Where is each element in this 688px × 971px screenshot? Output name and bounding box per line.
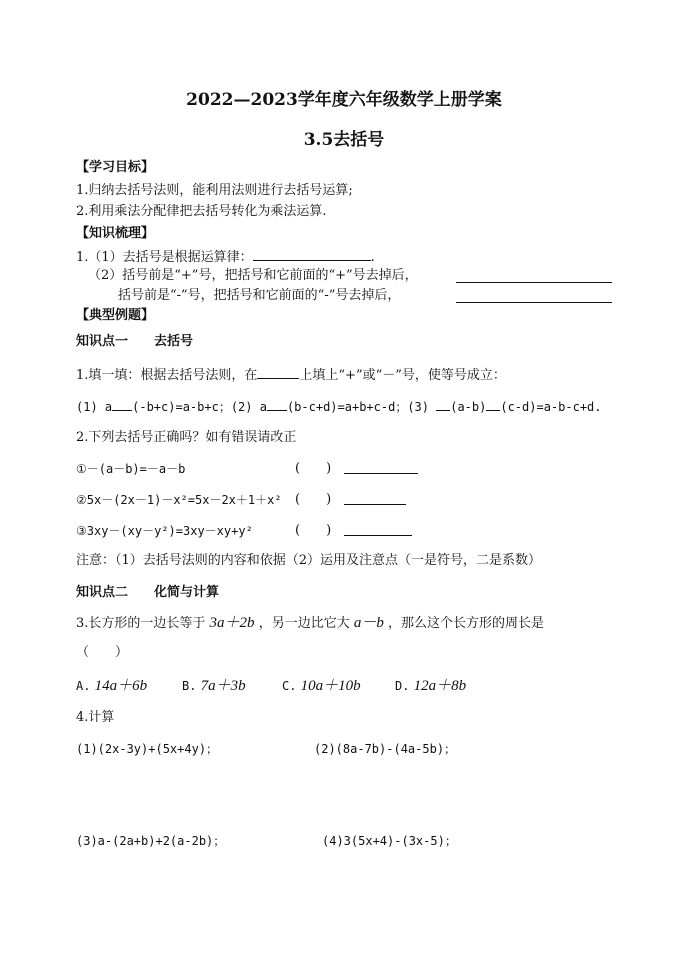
option-c[interactable] (282, 678, 361, 695)
review-q1-prefix: 1.（1）去括号是根据运算律： (76, 250, 253, 265)
option-c-expr: 10a＋10b (300, 678, 361, 694)
q3-b: ，另一边比它大 (258, 616, 350, 631)
q3-expr2: a－b (353, 615, 384, 631)
sign-blank[interactable] (486, 398, 500, 411)
fill-expressions (76, 398, 602, 415)
goals-heading: 【学习目标】 (76, 160, 155, 175)
review-q3 (118, 288, 400, 304)
fill-prompt-b: 上填上“+”或“－”号，使等号成立： (299, 368, 506, 383)
q2-item-2-mark[interactable]: ( ) (295, 492, 332, 507)
option-d[interactable] (395, 678, 466, 695)
fill-p3-mid: (a-b) (450, 400, 487, 414)
q2-item-1-expr: ①－(a－b)=－a－b (76, 462, 186, 476)
q2-prompt: 2.下列去括号正确吗？如有错误请改正 (76, 430, 297, 445)
q3-paren[interactable]: （ ） (76, 645, 129, 660)
option-b[interactable] (182, 678, 246, 695)
q2-item-3-expr: ③3xy－(xy－y²)=3xy－xy+y² (76, 524, 253, 538)
calc-item-2: (2)(8a-7b)-(4a-5b)； (314, 742, 457, 756)
option-a-label: A. (76, 679, 91, 693)
sign-blank[interactable] (112, 398, 132, 411)
fill-p2-rest: (b-c+d)=a+b+c-d；(3) (286, 400, 429, 414)
option-b-label: B. (182, 679, 197, 693)
q3-a: 3.长方形的一边长等于 (76, 616, 206, 631)
q4-heading: 4.计算 (76, 710, 115, 725)
point1-heading: 知识点一 去括号 (76, 334, 194, 349)
option-d-label: D. (395, 679, 410, 693)
correction-blank[interactable] (344, 492, 406, 505)
q3-expr1: 3a＋2b (209, 615, 255, 631)
goal-item-2: 2.利用乘法分配律把去括号转化为乘法运算. (76, 204, 327, 219)
answer-blank[interactable] (257, 366, 299, 379)
correction-blank[interactable] (344, 461, 418, 474)
lesson-title: 3.5去括号 (303, 130, 385, 150)
sign-blank[interactable] (267, 398, 287, 411)
fill-prompt (76, 366, 506, 384)
note (76, 553, 541, 569)
fill-p3-rest: (c-d)=a-b-c+d. (500, 400, 602, 414)
sign-blank[interactable] (436, 398, 450, 411)
calc-item-4: (4)3(5x+4)-(3x-5)； (322, 834, 457, 848)
calc-item-1: (1)(2x-3y)+(5x+4y)； (76, 742, 219, 756)
fill-prompt-a: 1.填一填：根据去括号法则，在 (76, 368, 258, 383)
note-text: 注意：（1）去括号法则的内容和依据（2）运用及注意点（一是符号，二是系数） (76, 553, 542, 568)
answer-blank[interactable] (456, 270, 612, 283)
review-heading: 【知识梳理】 (76, 226, 155, 241)
goal-item-1: 1.归纳去括号法则，能利用法则进行去括号运算; (76, 183, 353, 198)
option-a[interactable] (76, 678, 147, 695)
point2-heading: 知识点二 化简与计算 (76, 585, 220, 600)
option-d-expr: 12a＋8b (413, 678, 467, 694)
examples-heading: 【典型例题】 (76, 308, 155, 323)
option-b-expr: 7a＋3b (200, 678, 246, 694)
review-q1-suffix: . (370, 250, 375, 265)
correction-blank[interactable] (344, 523, 412, 536)
option-c-label: C. (282, 679, 297, 693)
q2-item-3-mark[interactable]: ( ) (295, 523, 332, 538)
review-q2 (88, 268, 418, 284)
page-title: 2022—2023学年度六年级数学上册学案 (186, 90, 502, 110)
calc-item-3: (3)a-(2a+b)+2(a-2b)； (76, 834, 226, 848)
answer-blank[interactable] (253, 248, 371, 261)
q3-c: ，那么这个长方形的周长是 (388, 616, 545, 631)
fill-p1-rest: (-b+c)=a-b+c；(2) a (132, 400, 267, 414)
answer-blank[interactable] (456, 290, 612, 303)
fill-p1-label: (1) a (76, 400, 113, 414)
q2-item-1-mark[interactable]: ( ) (295, 461, 332, 476)
review-q3-text: 括号前是“-”号，把括号和它前面的“-”号去掉后， (118, 288, 401, 303)
review-q2-text: （2）括号前是“+”号，把括号和它前面的“+”号去掉后， (88, 268, 418, 283)
option-a-expr: 14a＋6b (94, 678, 148, 694)
q2-item-2-expr: ②5x－(2x－1)－x²=5x－2x＋1＋x² (76, 493, 282, 507)
review-q1 (76, 248, 375, 266)
q3-text (76, 615, 544, 632)
